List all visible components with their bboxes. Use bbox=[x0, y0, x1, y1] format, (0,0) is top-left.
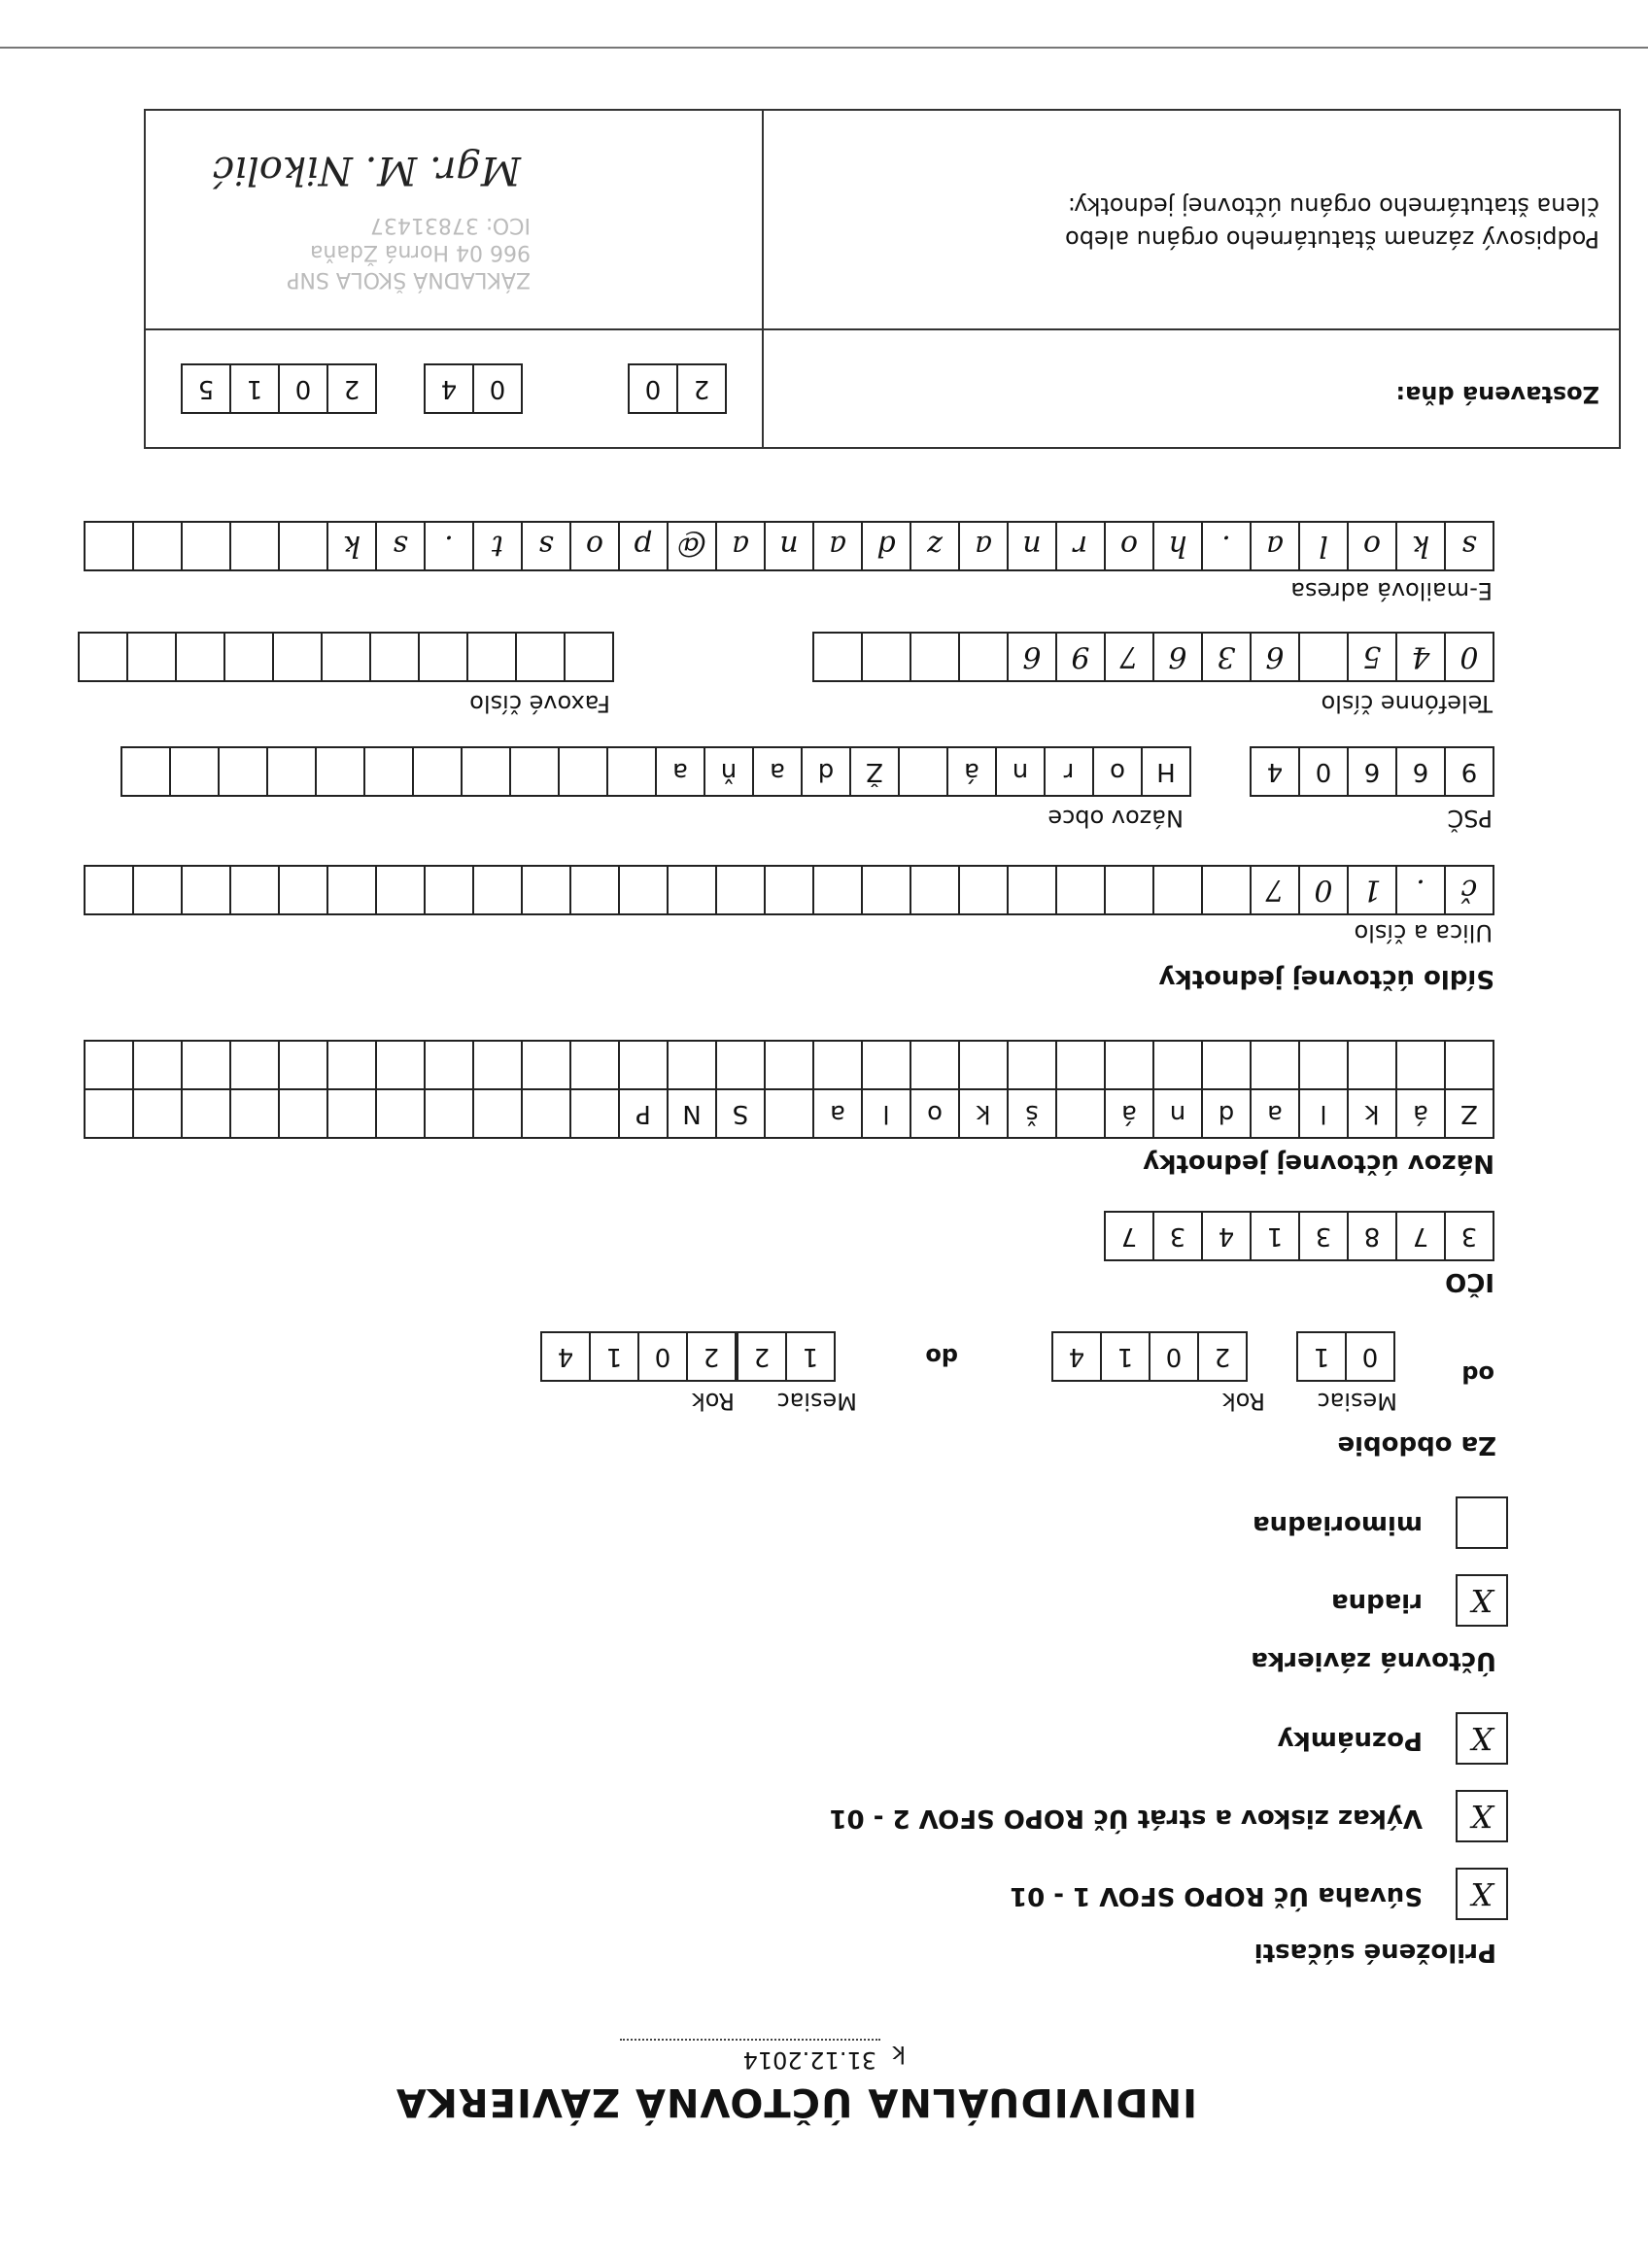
box[interactable] bbox=[229, 865, 280, 915]
box[interactable] bbox=[84, 865, 134, 915]
box[interactable] bbox=[175, 632, 225, 682]
box[interactable]: 6 bbox=[1152, 632, 1203, 682]
box[interactable] bbox=[1055, 1088, 1106, 1139]
box[interactable]: 1 bbox=[229, 363, 280, 414]
closing-regular-checkbox[interactable]: X bbox=[1456, 1574, 1508, 1627]
box[interactable]: r bbox=[1055, 521, 1106, 571]
box[interactable]: 2 bbox=[737, 1331, 787, 1382]
date-year[interactable] bbox=[181, 363, 375, 414]
attachment-checkbox-income[interactable]: X bbox=[1456, 1790, 1508, 1842]
box[interactable] bbox=[412, 746, 463, 797]
box[interactable]: 7 bbox=[1250, 865, 1300, 915]
attachment-label-notes: Poznámky bbox=[1277, 1726, 1423, 1755]
box[interactable] bbox=[1201, 1040, 1252, 1090]
box[interactable]: @ bbox=[667, 521, 717, 571]
box[interactable] bbox=[472, 865, 523, 915]
box[interactable]: n bbox=[1152, 1088, 1203, 1139]
box[interactable] bbox=[764, 1088, 814, 1139]
attachment-label-balance: Súvaha Úč ROPO SFOV 1 - 01 bbox=[1010, 1881, 1423, 1910]
box[interactable] bbox=[1444, 1040, 1494, 1090]
box[interactable]: 8 bbox=[1347, 1211, 1397, 1261]
box[interactable] bbox=[266, 746, 317, 797]
fax-field[interactable] bbox=[78, 632, 612, 682]
box[interactable] bbox=[84, 1040, 134, 1090]
box[interactable] bbox=[326, 865, 377, 915]
box[interactable] bbox=[326, 1088, 377, 1139]
box[interactable] bbox=[84, 1088, 134, 1139]
box[interactable] bbox=[278, 1088, 328, 1139]
box[interactable]: á bbox=[1395, 1088, 1446, 1139]
box[interactable]: 9 bbox=[1055, 632, 1106, 682]
box[interactable] bbox=[1104, 1040, 1154, 1090]
box[interactable] bbox=[278, 865, 328, 915]
box[interactable] bbox=[272, 632, 323, 682]
box[interactable]: d bbox=[861, 521, 911, 571]
box[interactable] bbox=[958, 632, 1009, 682]
box[interactable] bbox=[958, 865, 1009, 915]
box[interactable]: 0 bbox=[1149, 1331, 1199, 1382]
psc-field[interactable] bbox=[1250, 746, 1493, 797]
box[interactable] bbox=[218, 746, 268, 797]
box[interactable] bbox=[861, 1040, 911, 1090]
street-field[interactable] bbox=[84, 865, 1493, 915]
box[interactable] bbox=[84, 521, 134, 571]
box[interactable] bbox=[78, 632, 128, 682]
box[interactable]: 7 bbox=[1395, 1211, 1446, 1261]
box[interactable] bbox=[667, 865, 717, 915]
box[interactable] bbox=[569, 865, 620, 915]
box[interactable] bbox=[764, 1040, 814, 1090]
phone-field[interactable] bbox=[812, 632, 1493, 682]
box[interactable] bbox=[715, 1040, 766, 1090]
entity-name-label: Názov účtovnej jednotky bbox=[1143, 1149, 1494, 1178]
period-from-label: od bbox=[1461, 1360, 1494, 1388]
box[interactable]: . bbox=[424, 521, 474, 571]
box[interactable]: 6 bbox=[1395, 746, 1446, 797]
box[interactable]: Ž bbox=[849, 746, 900, 797]
box[interactable]: n bbox=[1007, 521, 1057, 571]
box[interactable]: a bbox=[812, 521, 863, 571]
box[interactable] bbox=[1152, 1040, 1203, 1090]
box[interactable] bbox=[1298, 1040, 1349, 1090]
box[interactable] bbox=[1104, 865, 1154, 915]
box[interactable] bbox=[223, 632, 274, 682]
box[interactable]: á bbox=[1104, 1088, 1154, 1139]
box[interactable] bbox=[898, 746, 948, 797]
box[interactable] bbox=[278, 1040, 328, 1090]
box[interactable] bbox=[181, 1040, 231, 1090]
box[interactable] bbox=[1007, 1040, 1057, 1090]
period-to-year-label: Rok bbox=[691, 1388, 735, 1415]
box[interactable] bbox=[764, 865, 814, 915]
as-of-dotted-line bbox=[620, 2039, 880, 2041]
box[interactable] bbox=[521, 865, 571, 915]
as-of-date: 31.12.2014 bbox=[742, 2046, 876, 2074]
box[interactable] bbox=[910, 865, 960, 915]
box[interactable] bbox=[181, 521, 231, 571]
table-divider-horizontal bbox=[146, 328, 1619, 330]
box[interactable] bbox=[521, 1088, 571, 1139]
box[interactable]: n bbox=[995, 746, 1046, 797]
box[interactable] bbox=[424, 1040, 474, 1090]
handwritten-signature: Mgr. M. Nikolić bbox=[212, 148, 521, 192]
date-label: Zostavená dňa: bbox=[1395, 381, 1599, 408]
box[interactable]: 0 bbox=[1444, 632, 1494, 682]
box[interactable] bbox=[1007, 865, 1057, 915]
date-month[interactable] bbox=[424, 363, 521, 414]
box[interactable]: 0 bbox=[1345, 1331, 1395, 1382]
box[interactable] bbox=[515, 632, 566, 682]
period-from-month-label: Mesiac bbox=[1317, 1388, 1397, 1415]
closing-extraordinary-label: mimoriadna bbox=[1253, 1510, 1423, 1539]
box[interactable] bbox=[321, 632, 371, 682]
box[interactable]: Z bbox=[1444, 1088, 1494, 1139]
box[interactable]: á bbox=[946, 746, 997, 797]
box[interactable]: 4 bbox=[1250, 746, 1300, 797]
box[interactable] bbox=[132, 1088, 183, 1139]
attachment-checkbox-balance[interactable]: X bbox=[1456, 1868, 1508, 1920]
box[interactable]: z bbox=[910, 521, 960, 571]
box[interactable] bbox=[910, 632, 960, 682]
seat-heading: Sídlo účtovnej jednotky bbox=[1158, 964, 1494, 993]
box[interactable]: 0 bbox=[278, 363, 328, 414]
box[interactable]: ň bbox=[704, 746, 754, 797]
box[interactable] bbox=[375, 1040, 426, 1090]
box[interactable] bbox=[181, 865, 231, 915]
box[interactable]: h bbox=[1152, 521, 1203, 571]
attachment-checkbox-notes[interactable]: X bbox=[1456, 1712, 1508, 1765]
box[interactable] bbox=[509, 746, 560, 797]
box[interactable] bbox=[618, 1040, 669, 1090]
box[interactable]: n bbox=[764, 521, 814, 571]
email-label: E-mailová adresa bbox=[1290, 577, 1493, 604]
box[interactable]: 2 bbox=[326, 363, 377, 414]
box[interactable]: o bbox=[1104, 521, 1154, 571]
box[interactable] bbox=[461, 746, 511, 797]
box[interactable]: 6 bbox=[1250, 632, 1300, 682]
street-label: Ulica a číslo bbox=[1354, 919, 1493, 946]
box[interactable] bbox=[521, 1040, 571, 1090]
stamp-line-3: ICO: 37831437 bbox=[369, 213, 531, 237]
box[interactable] bbox=[606, 746, 657, 797]
period-to-year[interactable] bbox=[540, 1331, 735, 1382]
box[interactable]: N bbox=[667, 1088, 717, 1139]
box[interactable]: o bbox=[1092, 746, 1143, 797]
box[interactable]: o bbox=[1347, 521, 1397, 571]
box[interactable]: a bbox=[752, 746, 803, 797]
box[interactable]: 4 bbox=[540, 1331, 591, 1382]
box[interactable] bbox=[667, 1040, 717, 1090]
box[interactable]: k bbox=[1347, 1088, 1397, 1139]
box[interactable]: 0 bbox=[472, 363, 523, 414]
box[interactable]: a bbox=[812, 1088, 863, 1139]
box[interactable]: 4 bbox=[1201, 1211, 1252, 1261]
box[interactable] bbox=[1250, 1040, 1300, 1090]
closing-type-heading: Účtovná závierka bbox=[1251, 1646, 1496, 1675]
box[interactable]: a bbox=[655, 746, 705, 797]
signature-label-line-1: Podpisový záznam štatutárneho orgánu alebo bbox=[1065, 225, 1599, 253]
box[interactable]: l bbox=[1298, 521, 1349, 571]
period-from-month[interactable] bbox=[1296, 1331, 1393, 1382]
closing-regular-label: riadna bbox=[1331, 1588, 1423, 1617]
box[interactable] bbox=[375, 865, 426, 915]
email-field[interactable] bbox=[84, 521, 1493, 571]
box[interactable] bbox=[315, 746, 365, 797]
signature-table bbox=[144, 109, 1621, 449]
box[interactable]: p bbox=[618, 521, 669, 571]
box[interactable]: 1 bbox=[1347, 865, 1397, 915]
box[interactable]: o bbox=[569, 521, 620, 571]
box[interactable]: 4 bbox=[424, 363, 474, 414]
box[interactable]: s bbox=[1444, 521, 1494, 571]
box[interactable] bbox=[363, 746, 414, 797]
ico-label: IČO bbox=[1445, 1267, 1494, 1296]
phone-label: Telefónne číslo bbox=[1321, 690, 1493, 717]
box[interactable]: k bbox=[326, 521, 377, 571]
entity-name-row-1[interactable] bbox=[84, 1088, 1493, 1139]
box[interactable]: 2 bbox=[686, 1331, 737, 1382]
box[interactable]: a bbox=[1250, 521, 1300, 571]
signature-label-line-2: člena štatutárneho orgánu účtovnej jednotky: bbox=[1067, 192, 1599, 220]
box[interactable] bbox=[120, 746, 171, 797]
box[interactable]: 7 bbox=[1104, 1211, 1154, 1261]
box[interactable]: . bbox=[1201, 521, 1252, 571]
box[interactable] bbox=[1152, 865, 1203, 915]
box[interactable]: l bbox=[1298, 1088, 1349, 1139]
as-of-prefix: k bbox=[892, 2041, 906, 2068]
box[interactable] bbox=[472, 1040, 523, 1090]
box[interactable]: S bbox=[715, 1088, 766, 1139]
closing-extraordinary-checkbox[interactable] bbox=[1456, 1496, 1508, 1549]
box[interactable] bbox=[126, 632, 177, 682]
box[interactable] bbox=[326, 1040, 377, 1090]
box[interactable] bbox=[466, 632, 517, 682]
period-heading: Za obdobie bbox=[1337, 1430, 1496, 1460]
attachment-label-income: Výkaz ziskov a strát Úč ROPO SFOV 2 - 01 bbox=[829, 1804, 1423, 1833]
box[interactable] bbox=[169, 746, 220, 797]
box[interactable]: 1 bbox=[785, 1331, 836, 1382]
box[interactable] bbox=[569, 1040, 620, 1090]
box[interactable]: č bbox=[1444, 865, 1494, 915]
box[interactable]: 0 bbox=[628, 363, 678, 414]
attachments-heading: Priložené súčasti bbox=[1253, 1938, 1496, 1967]
box[interactable]: 6 bbox=[1007, 632, 1057, 682]
box[interactable] bbox=[812, 632, 863, 682]
box[interactable]: 1 bbox=[1100, 1331, 1150, 1382]
box[interactable]: 9 bbox=[1444, 746, 1494, 797]
box[interactable] bbox=[1347, 1040, 1397, 1090]
box[interactable]: a bbox=[1250, 1088, 1300, 1139]
box[interactable]: t bbox=[472, 521, 523, 571]
box[interactable]: š bbox=[1007, 1088, 1057, 1139]
box[interactable]: o bbox=[910, 1088, 960, 1139]
box[interactable]: a bbox=[958, 521, 1009, 571]
box[interactable]: 3 bbox=[1201, 632, 1252, 682]
box[interactable] bbox=[564, 632, 614, 682]
box[interactable]: 3 bbox=[1444, 1211, 1494, 1261]
fax-label: Faxové číslo bbox=[469, 690, 610, 717]
box[interactable]: s bbox=[375, 521, 426, 571]
box[interactable]: r bbox=[1044, 746, 1094, 797]
box[interactable]: 3 bbox=[1152, 1211, 1203, 1261]
period-from-year-label: Rok bbox=[1221, 1388, 1265, 1415]
box[interactable]: 0 bbox=[1298, 865, 1349, 915]
box[interactable]: d bbox=[1201, 1088, 1252, 1139]
period-to-label: do bbox=[925, 1343, 958, 1370]
box[interactable] bbox=[1055, 1040, 1106, 1090]
box[interactable]: P bbox=[618, 1088, 669, 1139]
city-field[interactable] bbox=[120, 746, 1189, 797]
period-to-month[interactable] bbox=[737, 1331, 834, 1382]
box[interactable] bbox=[418, 632, 468, 682]
box[interactable] bbox=[229, 521, 280, 571]
box[interactable] bbox=[424, 865, 474, 915]
psc-label: PSČ bbox=[1447, 805, 1493, 832]
box[interactable] bbox=[424, 1088, 474, 1139]
box[interactable]: 1 bbox=[589, 1331, 639, 1382]
box[interactable] bbox=[618, 865, 669, 915]
box[interactable]: 2 bbox=[676, 363, 727, 414]
box[interactable] bbox=[715, 865, 766, 915]
box[interactable]: 0 bbox=[637, 1331, 688, 1382]
box[interactable] bbox=[812, 865, 863, 915]
document-title: INDIVIDUÁLNA ÚČTOVNÁ ZÁVIERKA bbox=[395, 2079, 1197, 2124]
box[interactable]: 5 bbox=[1347, 632, 1397, 682]
box[interactable] bbox=[558, 746, 608, 797]
box[interactable]: 6 bbox=[1347, 746, 1397, 797]
box[interactable] bbox=[1201, 865, 1252, 915]
box[interactable]: k bbox=[1395, 521, 1446, 571]
box[interactable] bbox=[229, 1040, 280, 1090]
box[interactable] bbox=[181, 1088, 231, 1139]
box[interactable] bbox=[958, 1040, 1009, 1090]
table-divider-vertical bbox=[762, 111, 764, 447]
period-to-month-label: Mesiac bbox=[776, 1388, 857, 1415]
box[interactable] bbox=[375, 1088, 426, 1139]
box[interactable] bbox=[132, 865, 183, 915]
city-label: Názov obce bbox=[1047, 805, 1184, 832]
stamp-line-1: ZÁKLADNÁ ŠKOLA SNP bbox=[287, 267, 531, 292]
box[interactable] bbox=[132, 1040, 183, 1090]
box[interactable] bbox=[812, 1040, 863, 1090]
box[interactable] bbox=[569, 1088, 620, 1139]
box[interactable] bbox=[1055, 865, 1106, 915]
ico-field[interactable] bbox=[1104, 1211, 1493, 1261]
box[interactable]: s bbox=[521, 521, 571, 571]
box[interactable]: 1 bbox=[1250, 1211, 1300, 1261]
box[interactable]: 2 bbox=[1197, 1331, 1248, 1382]
box[interactable] bbox=[369, 632, 420, 682]
box[interactable] bbox=[861, 632, 911, 682]
box[interactable] bbox=[861, 865, 911, 915]
box[interactable]: . bbox=[1395, 865, 1446, 915]
box[interactable]: 3 bbox=[1298, 1211, 1349, 1261]
box[interactable]: a bbox=[715, 521, 766, 571]
box[interactable] bbox=[278, 521, 328, 571]
top-border-line bbox=[0, 47, 1648, 49]
box[interactable]: 0 bbox=[1298, 746, 1349, 797]
box[interactable]: 7 bbox=[1104, 632, 1154, 682]
box[interactable] bbox=[1298, 632, 1349, 682]
stamp-line-2: 966 04 Horná Ždaňa bbox=[310, 240, 531, 264]
box[interactable]: 4 bbox=[1051, 1331, 1102, 1382]
box[interactable]: 5 bbox=[181, 363, 231, 414]
box[interactable]: d bbox=[801, 746, 851, 797]
box[interactable] bbox=[1395, 1040, 1446, 1090]
box[interactable] bbox=[229, 1088, 280, 1139]
box[interactable]: l bbox=[861, 1088, 911, 1139]
box[interactable]: H bbox=[1141, 746, 1191, 797]
box[interactable] bbox=[472, 1088, 523, 1139]
box[interactable]: k bbox=[958, 1088, 1009, 1139]
period-from-year[interactable] bbox=[1051, 1331, 1246, 1382]
entity-name-row-2[interactable] bbox=[84, 1040, 1493, 1090]
date-day[interactable] bbox=[628, 363, 725, 414]
box[interactable] bbox=[132, 521, 183, 571]
box[interactable]: 4 bbox=[1395, 632, 1446, 682]
box[interactable]: 1 bbox=[1296, 1331, 1347, 1382]
box[interactable] bbox=[910, 1040, 960, 1090]
